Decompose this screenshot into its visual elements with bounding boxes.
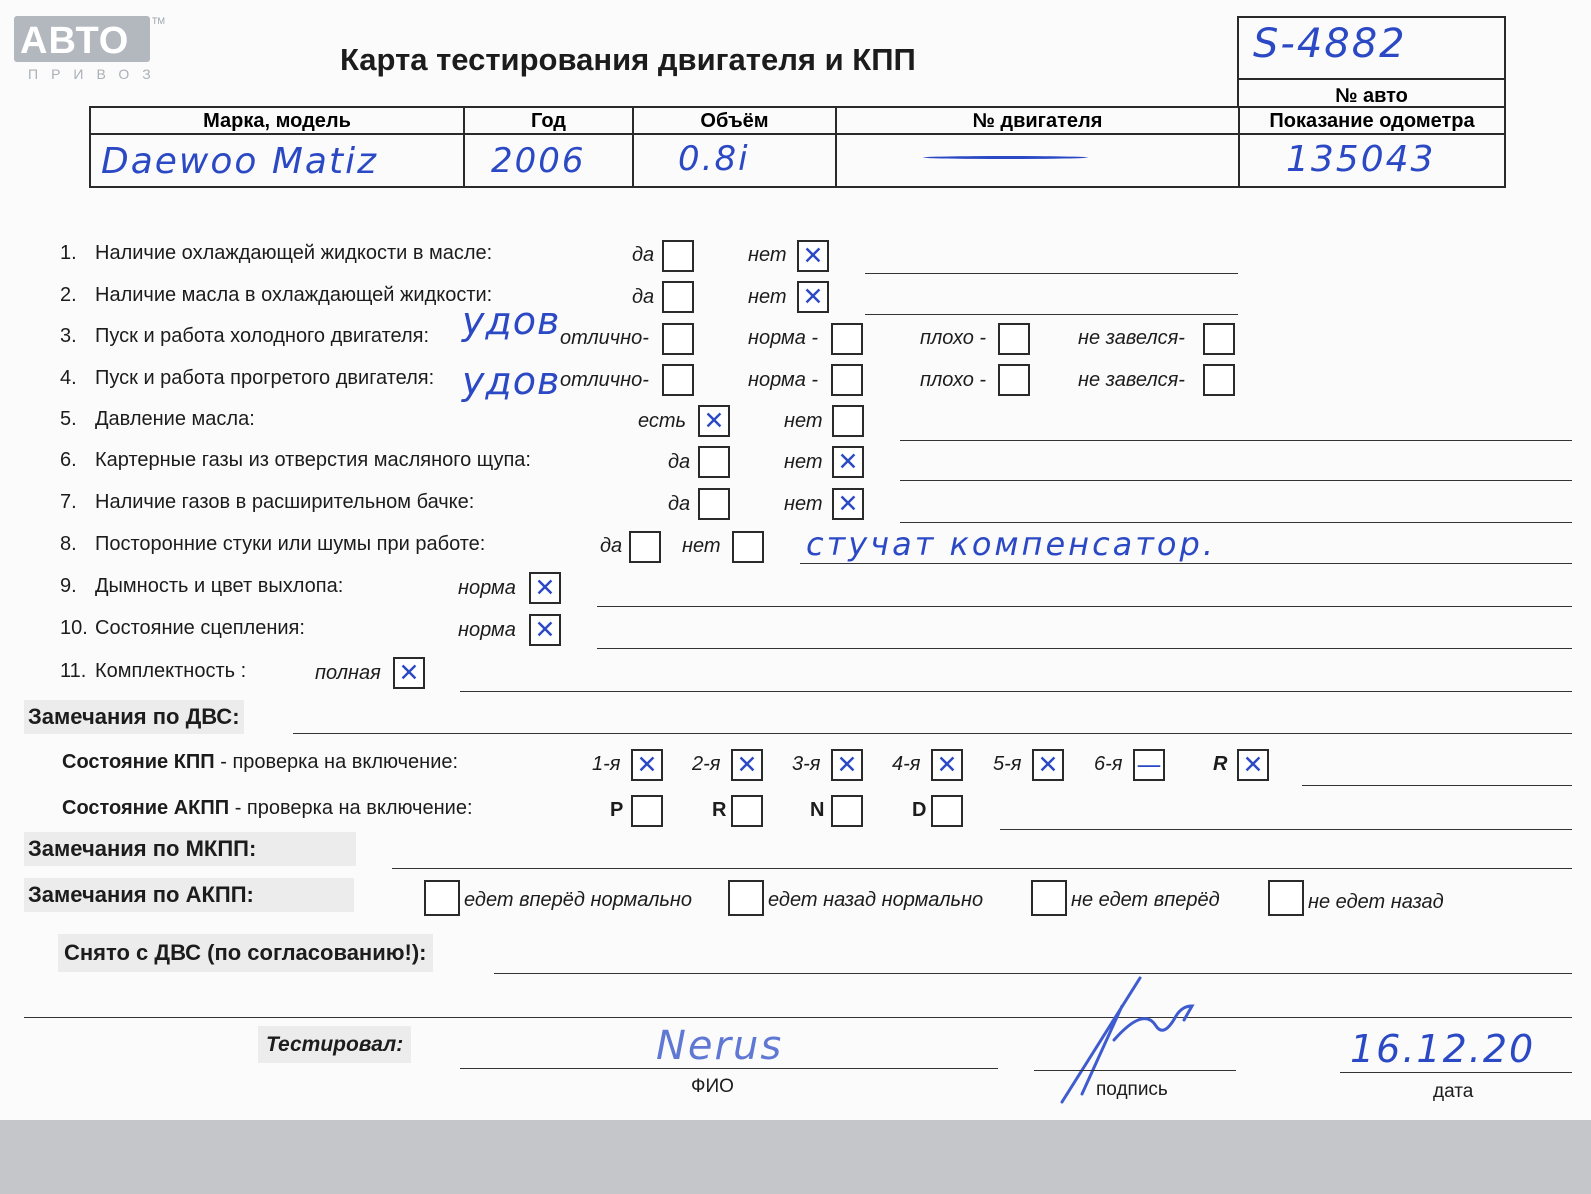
item-label: Наличие масла в охлаждающей жидкости: [95,284,493,306]
automatic-gearbox-suffix: - проверка на включение: [229,797,473,819]
item-label: Картерные газы из отверстия масляного щупа: [95,449,531,471]
name-caption: ФИО [691,1076,734,1097]
odometer-cell [1240,108,1504,186]
option-label: да [632,286,655,308]
dash-mark-icon: — [1136,750,1162,779]
manual-remarks-heading: Замечания по МКПП: [24,832,356,866]
automatic-gearbox-label [62,798,473,818]
remark-line [900,440,1572,441]
no-checkbox[interactable] [797,281,829,313]
make-model-cell [91,108,465,186]
volume-cell [634,108,837,186]
drives-forward-label: едет вперёд нормально [464,889,693,911]
full-checkbox[interactable] [393,657,425,689]
engine-number-label: № двигателя [837,108,1238,135]
option-label: полная [315,662,381,684]
gear-2-checkbox[interactable] [731,749,763,781]
signature-line [1034,1070,1236,1071]
auto-remarks-heading: Замечания по АКПП: [24,878,354,912]
option-label: нет [784,410,823,432]
item-number: 2. [60,284,77,306]
normal-checkbox[interactable] [831,364,863,396]
normal-checkbox[interactable] [831,323,863,355]
option-label: нет [784,451,823,473]
excellent-checkbox[interactable] [662,364,694,396]
option-label: плохо - [920,327,987,349]
tested-by-heading: Тестировал: [258,1026,411,1063]
handwritten-note: удов [462,299,561,343]
item-number: 4. [60,367,77,389]
car-number-label: № авто [1335,85,1408,107]
yes-checkbox[interactable] [629,531,661,563]
name-line [460,1068,998,1069]
gear-label: 2-я [692,753,721,775]
item-number: 3. [60,325,77,347]
auto-mode-label: N [810,799,825,821]
removed-line-2 [24,1017,1572,1018]
yes-checkbox[interactable] [662,281,694,313]
item-label: Давление масла: [95,408,255,430]
engine-remarks-line [293,733,1572,734]
logo-tm: TM [152,16,165,26]
engine-remarks-heading: Замечания по ДВС: [24,700,244,734]
avto-privoz-logo [14,16,164,86]
item-label: Дымность и цвет выхлопа: [95,575,344,597]
option-label: нет [682,535,721,557]
drives-backward-label: едет назад нормально [768,889,984,911]
check-mark-icon: ✕ [1037,750,1059,779]
option-label: не завелся- [1078,327,1185,349]
manual-gearbox-suffix: - проверка на включение: [214,751,459,773]
option-label: есть [638,410,687,432]
remark-line [597,606,1572,607]
engine-number-cell [837,108,1240,186]
remark-line [460,691,1572,692]
drives-backward-checkbox[interactable] [728,880,764,916]
no-checkbox[interactable] [732,531,764,563]
option-label: нет [748,244,787,266]
yes-checkbox[interactable] [662,240,694,272]
handwritten-note: стучат компенсатор. [806,525,1216,563]
date-line [1340,1072,1572,1073]
check-mark-icon: ✕ [837,447,859,476]
auto-mode-label: R [712,799,727,821]
excellent-checkbox[interactable] [662,323,694,355]
check-mark-icon: ✕ [802,282,824,311]
signature-caption: подпись [1096,1079,1168,1100]
option-label: норма - [748,369,819,391]
auto-r-checkbox[interactable] [731,795,763,827]
check-mark-icon: ✕ [1242,750,1264,779]
item-label: Наличие охлаждающей жидкости в масле: [95,242,493,264]
check-mark-icon: ✕ [636,750,658,779]
option-label: норма - [748,327,819,349]
remark-line [865,314,1238,315]
option-label: да [632,244,655,266]
bad-checkbox[interactable] [998,323,1030,355]
check-mark-icon: ✕ [703,406,725,435]
option-label: нет [748,286,787,308]
absent-checkbox[interactable] [832,405,864,437]
gear-label: 3-я [792,753,821,775]
item-label: Пуск и работа прогретого двигателя: [95,367,435,389]
remark-line [800,563,1572,564]
vehicle-info-table [89,106,1506,188]
item-label: Наличие газов в расширительном бачке: [95,491,475,513]
item-number: 1. [60,242,77,264]
item-number: 10. [60,617,88,639]
gear-3-checkbox[interactable] [831,749,863,781]
logo-subtitle: ПРИВОЗ [28,66,164,82]
remark-line [900,522,1572,523]
car-number-value: S-4882 [1253,21,1407,67]
year-label: Год [465,108,632,135]
gear-label: R [1213,753,1228,775]
item-number: 9. [60,575,77,597]
option-label: да [668,493,691,515]
item-number: 11. [60,660,87,682]
gear-label: 6-я [1094,753,1123,775]
auto-remark-line [1000,829,1572,830]
automatic-gearbox-title: Состояние АКПП [62,797,230,819]
auto-mode-label: P [610,799,624,821]
option-label: да [668,451,691,473]
bad-checkbox[interactable] [998,364,1030,396]
handwritten-note: удов [462,359,561,403]
item-number: 8. [60,533,77,555]
check-mark-icon: ✕ [534,615,556,644]
no-checkbox[interactable] [832,446,864,478]
check-mark-icon: ✕ [398,658,420,687]
present-checkbox[interactable] [698,405,730,437]
option-label: отлично- [560,369,649,391]
gear-6-checkbox[interactable] [1133,749,1165,781]
no-backward-label: не едет назад [1308,891,1444,913]
check-mark-icon: ✕ [802,241,824,270]
check-mark-icon: ✕ [837,489,859,518]
option-label: не завелся- [1078,369,1185,391]
removed-line [494,973,1572,974]
check-mark-icon: ✕ [836,750,858,779]
gear-1-checkbox[interactable] [631,749,663,781]
option-label: нет [784,493,823,515]
date-caption: дата [1433,1081,1474,1102]
check-mark-icon: ✕ [534,573,556,602]
item-label: Пуск и работа холодного двигателя: [95,325,430,347]
yes-checkbox[interactable] [698,446,730,478]
item-label: Посторонние стуки или шумы при работе: [95,533,486,555]
volume-label: Объём [634,108,835,135]
no-checkbox[interactable] [832,488,864,520]
test-date: 16.12.20 [1350,1027,1536,1071]
item-label: Комплектность : [95,660,247,682]
auto-d-checkbox[interactable] [931,795,963,827]
logo-text: АВТО [20,20,130,62]
normal-checkbox[interactable] [529,614,561,646]
item-number: 7. [60,491,77,513]
no-backward-checkbox[interactable] [1268,880,1304,916]
volume-value: 0.8i [678,139,750,179]
option-label: норма [458,577,516,599]
option-label: плохо - [920,369,987,391]
tester-name: Nerus [656,1023,784,1069]
manual-gearbox-label [62,752,458,772]
make-model-value: Daewoo Matiz [101,141,379,182]
remark-line [900,480,1572,481]
no-checkbox[interactable] [797,240,829,272]
manual-remarks-line [392,868,1572,869]
auto-n-checkbox[interactable] [831,795,863,827]
option-label: да [600,535,623,557]
yes-checkbox[interactable] [698,488,730,520]
odometer-label: Показание одометра [1240,108,1504,135]
gearbox-remark-line [1302,785,1572,786]
no-start-checkbox[interactable] [1203,323,1235,355]
removed-heading: Снято с ДВС (по согласованию!): [58,934,433,972]
item-number: 6. [60,449,77,471]
option-label: отлично- [560,327,649,349]
item-number: 5. [60,408,77,430]
car-number-box [1237,16,1506,108]
year-cell [465,108,634,186]
year-value: 2006 [491,141,586,181]
gear-label: 4-я [892,753,921,775]
auto-mode-label: D [912,799,927,821]
normal-checkbox[interactable] [529,572,561,604]
auto-p-checkbox[interactable] [631,795,663,827]
engine-number-dash [923,156,1088,159]
scan-background [0,1120,1591,1194]
gear-label: 5-я [993,753,1022,775]
item-label: Состояние сцепления: [95,617,305,639]
gear-label: 1-я [592,753,621,775]
no-forward-checkbox[interactable] [1031,880,1067,916]
manual-gearbox-title: Состояние КПП [62,751,215,773]
gear-4-checkbox[interactable] [931,749,963,781]
no-start-checkbox[interactable] [1203,364,1235,396]
check-mark-icon: ✕ [936,750,958,779]
odometer-value: 135043 [1286,139,1436,180]
no-forward-label: не едет вперёд [1071,889,1220,911]
gear-reverse-checkbox[interactable] [1237,749,1269,781]
drives-forward-checkbox[interactable] [424,880,460,916]
option-label: норма [458,619,516,641]
gear-5-checkbox[interactable] [1032,749,1064,781]
remark-line [865,273,1238,274]
make-model-label: Марка, модель [91,108,463,135]
page-title: Карта тестирования двигателя и КПП [340,42,916,77]
remark-line [597,648,1572,649]
check-mark-icon: ✕ [736,750,758,779]
